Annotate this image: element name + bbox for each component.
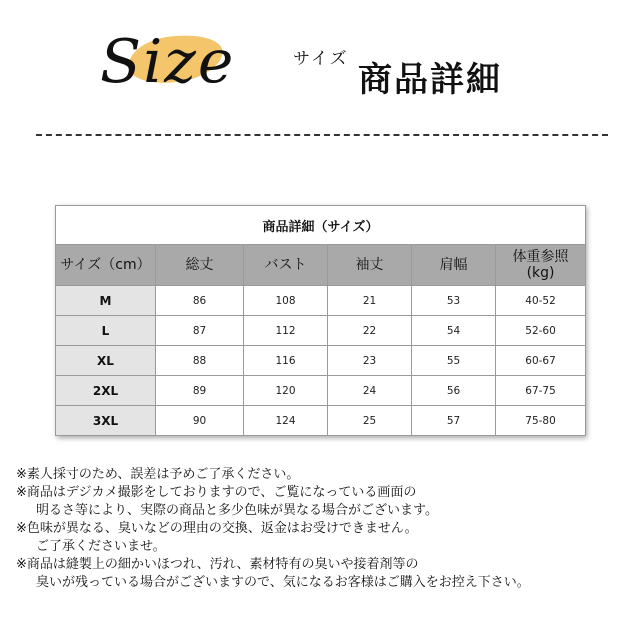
note-line: ※商品は縫製上の細かいほつれ、汚れ、素材特有の臭いや接着剤等の	[16, 557, 419, 572]
bust-cell: 108	[244, 286, 328, 316]
shoulder-cell: 53	[412, 286, 496, 316]
length-cell: 89	[156, 376, 244, 406]
size-table	[55, 205, 586, 436]
shoulder-cell: 54	[412, 316, 496, 346]
note-line: ※素人採寸のため、誤差は予めご了承ください。	[16, 467, 300, 482]
column-header-shoulder: 肩幅	[412, 245, 496, 286]
shoulder-cell: 56	[412, 376, 496, 406]
sleeve-cell: 21	[328, 286, 412, 316]
shoulder-cell: 57	[412, 406, 496, 436]
column-header-weight: 体重参照 (kg)	[496, 245, 586, 286]
weight-cell: 75-80	[496, 406, 586, 436]
note-line: ※商品はデジカメ撮影をしておりますので、ご覧になっている画面の	[16, 485, 417, 500]
sleeve-cell: 23	[328, 346, 412, 376]
table-row	[56, 286, 586, 316]
weight-cell: 60-67	[496, 346, 586, 376]
table-caption: 商品詳細（サイズ）	[56, 206, 586, 245]
size-cell: M	[56, 286, 156, 316]
shoulder-cell: 55	[412, 346, 496, 376]
weight-cell: 52-60	[496, 316, 586, 346]
table-row	[56, 406, 586, 436]
length-cell: 86	[156, 286, 244, 316]
weight-cell: 67-75	[496, 376, 586, 406]
size-cell: 2XL	[56, 376, 156, 406]
size-cell: L	[56, 316, 156, 346]
length-cell: 87	[156, 316, 244, 346]
table-row	[56, 376, 586, 406]
weight-cell: 40-52	[496, 286, 586, 316]
column-header-bust: バスト	[244, 245, 328, 286]
note-line: 明るさ等により、実際の商品と多少色味が異なる場合がございます。	[36, 503, 438, 518]
bust-cell: 116	[244, 346, 328, 376]
size-cell: XL	[56, 346, 156, 376]
table-row	[56, 346, 586, 376]
bust-cell: 124	[244, 406, 328, 436]
table-row	[56, 316, 586, 346]
note-line: ご了承くださいませ。	[36, 539, 166, 554]
column-header-sleeve: 袖丈	[328, 245, 412, 286]
size-kana-label: サイズ	[293, 49, 349, 69]
sleeve-cell: 24	[328, 376, 412, 406]
note-line: 臭いが残っている場合がございますので、気になるお客様はご購入をお控え下さい。	[36, 575, 530, 590]
bust-cell: 112	[244, 316, 328, 346]
size-table-container	[55, 205, 585, 436]
size-cell: 3XL	[56, 406, 156, 436]
length-cell: 88	[156, 346, 244, 376]
column-header-size: サイズ（cm）	[56, 245, 156, 286]
table-header-row	[56, 245, 586, 286]
header	[0, 0, 640, 120]
bust-cell: 120	[244, 376, 328, 406]
length-cell: 90	[156, 406, 244, 436]
note-line: ※色味が異なる、臭いなどの理由の交換、返金はお受けできません。	[16, 521, 418, 536]
size-script-title: Size	[100, 27, 236, 97]
notes-section	[16, 466, 636, 592]
sleeve-cell: 22	[328, 316, 412, 346]
page-title: 商品詳細	[358, 60, 502, 100]
dashed-divider	[36, 134, 608, 136]
column-header-length: 総丈	[156, 245, 244, 286]
sleeve-cell: 25	[328, 406, 412, 436]
